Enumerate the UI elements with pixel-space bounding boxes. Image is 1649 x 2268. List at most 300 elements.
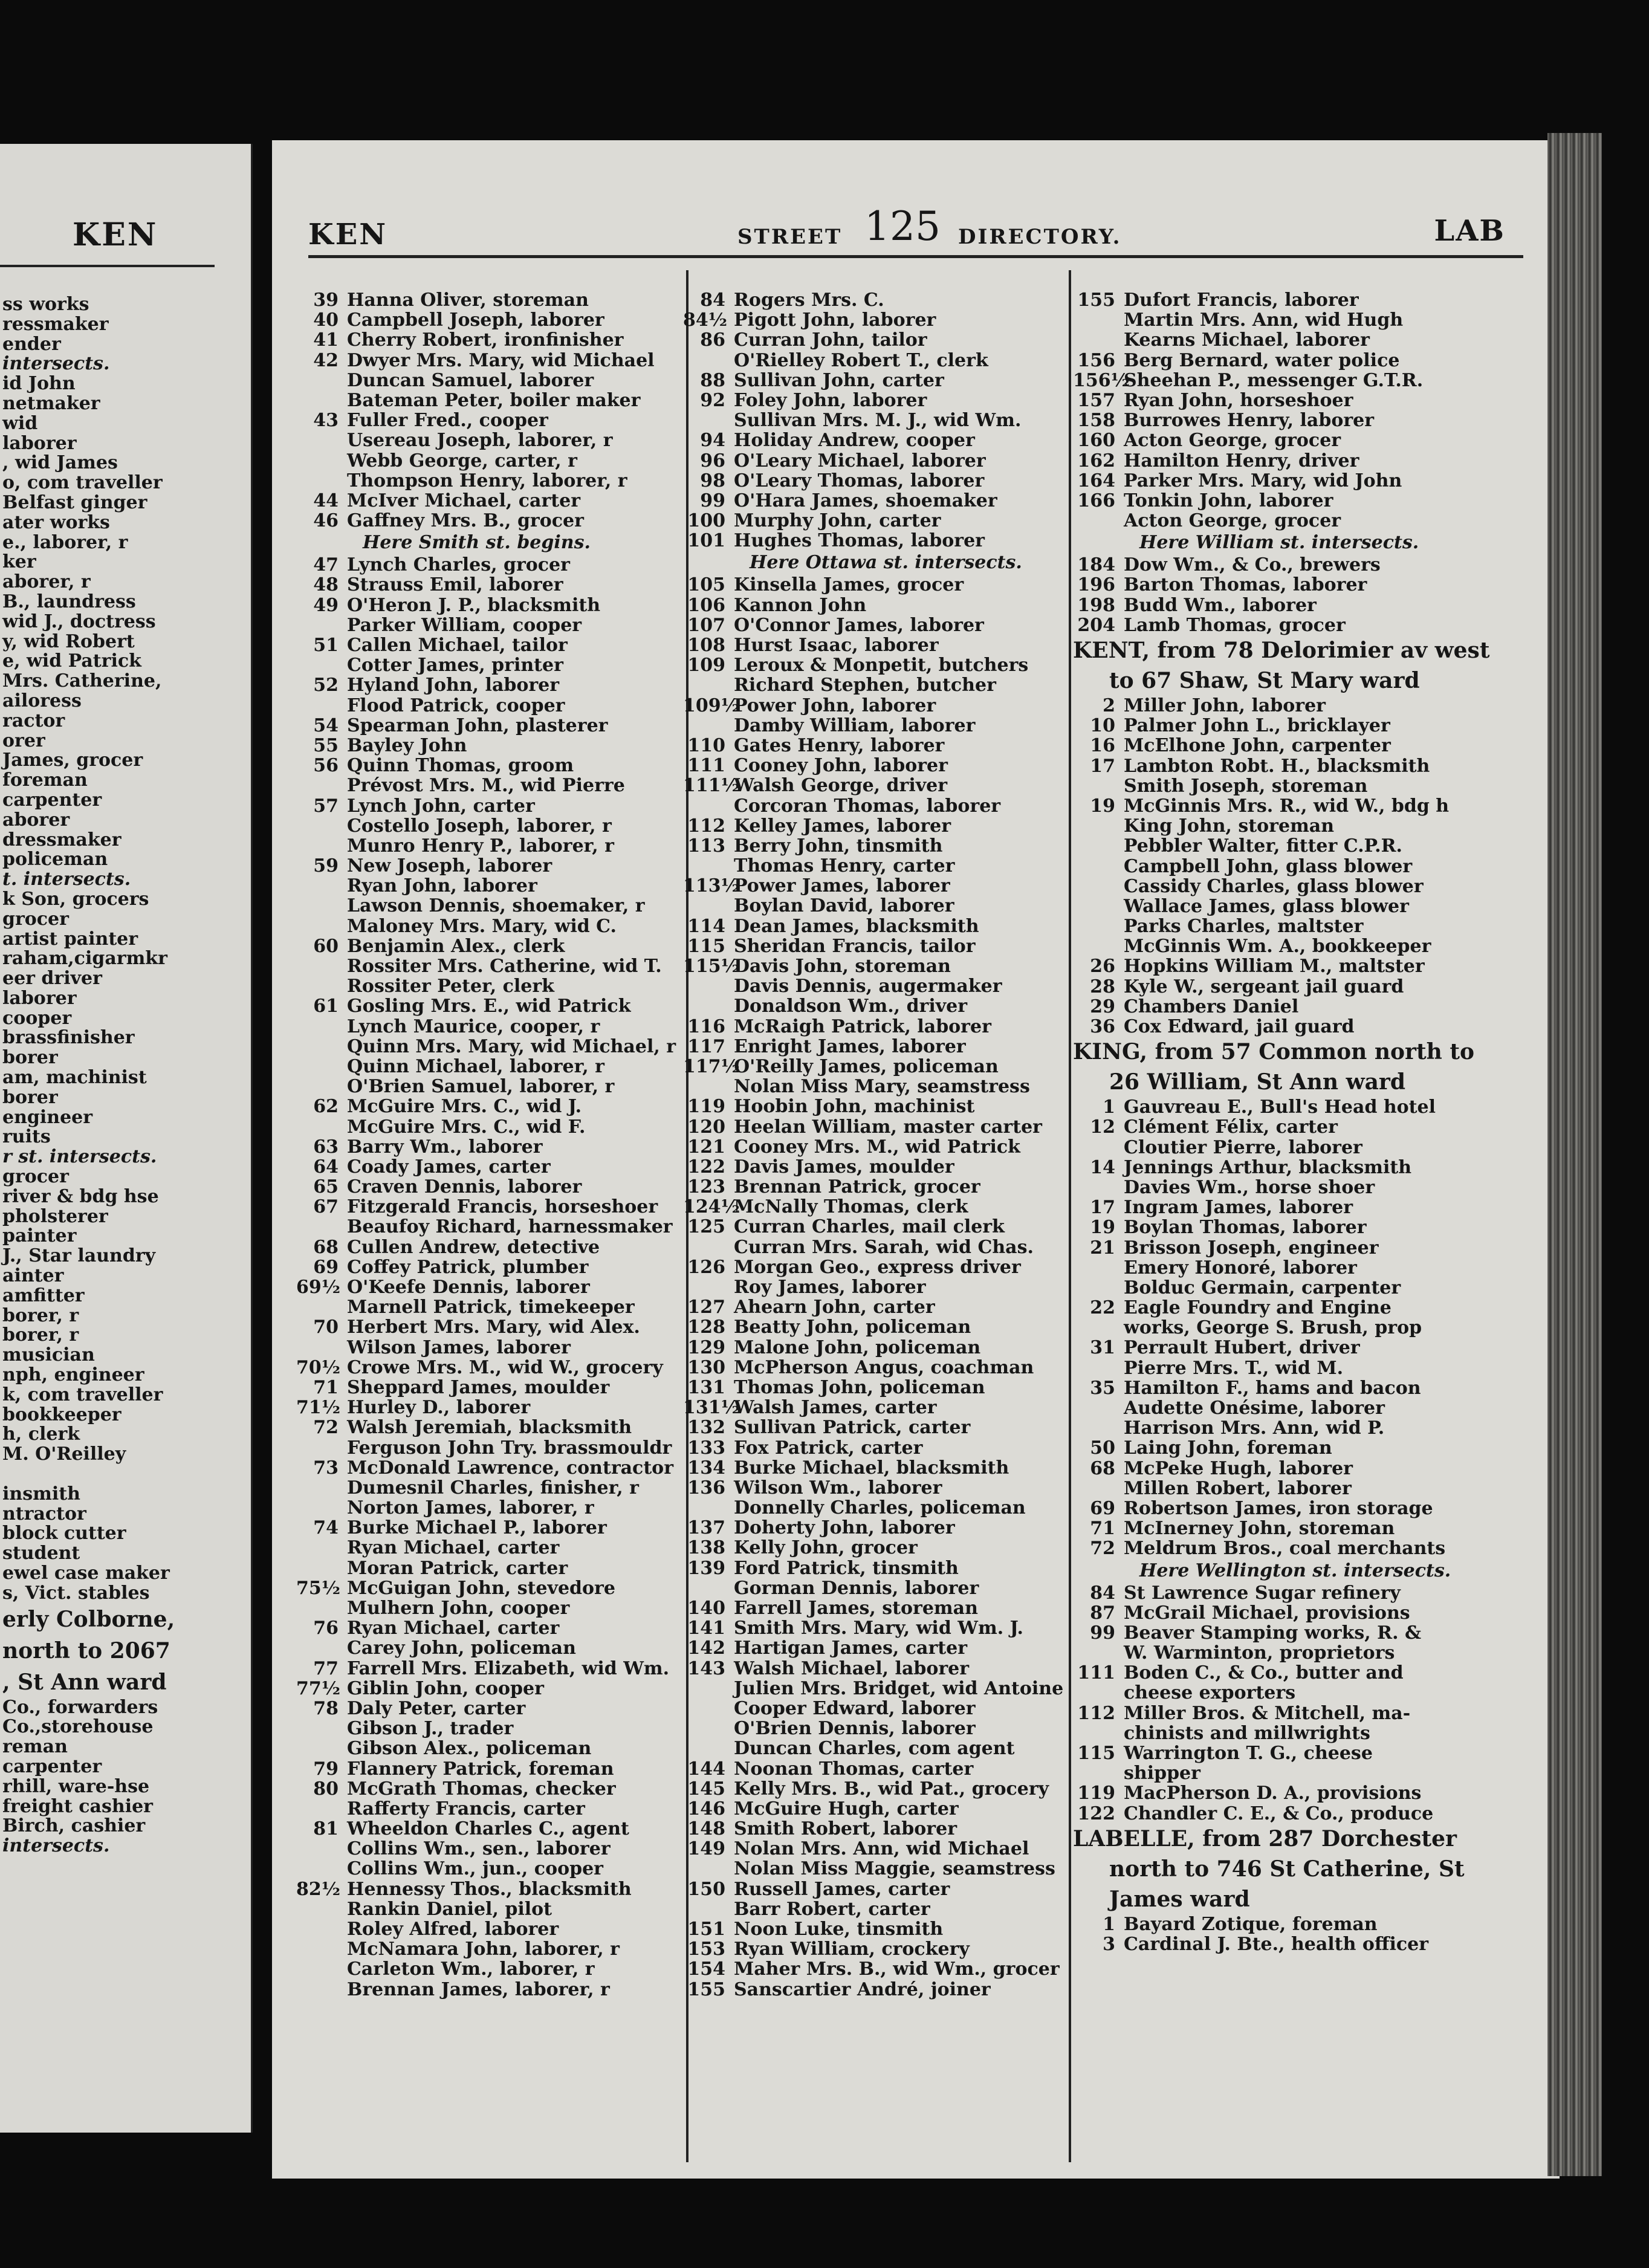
resident-name: cheese exporters xyxy=(1124,1682,1296,1704)
resident-name: Davies Wm., horse shoer xyxy=(1124,1176,1375,1198)
resident-name: Foley John, laborer xyxy=(734,389,927,411)
resident-name: McInerney John, storeman xyxy=(1124,1518,1395,1540)
resident-name: Beatty John, policeman xyxy=(734,1317,971,1338)
house-number: 100 xyxy=(687,510,725,532)
directory-entry xyxy=(296,511,683,531)
directory-entry xyxy=(683,1378,1070,1398)
resident-name: O'Hara James, shoemaker xyxy=(734,490,997,511)
house-number: 204 xyxy=(1077,614,1115,636)
resident-name: Burke Michael P., laborer xyxy=(347,1517,607,1539)
resident-name: Hamilton Henry, driver xyxy=(1124,450,1359,471)
resident-name: Coady James, carter xyxy=(347,1156,551,1178)
section-note: Here Smith st. begins. xyxy=(363,532,591,554)
resident-name: Power John, laborer xyxy=(734,695,936,716)
directory-entry xyxy=(296,816,683,836)
house-number: 130 xyxy=(687,1356,725,1378)
resident-name: Gibson J., trader xyxy=(347,1718,514,1740)
directory-entry xyxy=(296,1879,683,1899)
directory-entry xyxy=(683,1317,1070,1337)
house-number: 72 xyxy=(1090,1538,1115,1560)
directory-entry xyxy=(296,1037,683,1057)
directory-entry xyxy=(1073,1398,1520,1418)
resident-name: Lynch Maurice, cooper, r xyxy=(347,1016,600,1037)
directory-entry xyxy=(1073,1934,1520,1954)
resident-name: Murphy John, carter xyxy=(734,510,941,532)
house-number: 87 xyxy=(1090,1602,1115,1624)
resident-name: Bayard Zotique, foreman xyxy=(1124,1913,1378,1935)
directory-entry xyxy=(683,816,1070,836)
resident-name: Chambers Daniel xyxy=(1124,996,1299,1017)
resident-name: Quinn Michael, laborer, r xyxy=(347,1055,604,1077)
directory-entry xyxy=(1073,1479,1520,1498)
left-page-line: borer, r xyxy=(2,1304,79,1326)
directory-entry xyxy=(1073,696,1520,716)
resident-name: Sullivan Patrick, carter xyxy=(734,1417,971,1439)
resident-name: Ingram James, laborer xyxy=(1124,1197,1353,1219)
house-number: 36 xyxy=(1090,1016,1115,1037)
directory-entry xyxy=(1073,371,1520,390)
directory-entry xyxy=(683,675,1070,695)
directory-entry xyxy=(683,1358,1070,1378)
directory-entry xyxy=(683,756,1070,776)
directory-entry xyxy=(1073,1378,1520,1398)
resident-name: Harrison Mrs. Ann, wid P. xyxy=(1124,1418,1385,1439)
directory-entry xyxy=(683,1137,1070,1157)
resident-name: Marnell Patrick, timekeeper xyxy=(347,1297,635,1318)
house-number: 111 xyxy=(687,755,725,777)
directory-entry xyxy=(1073,1603,1520,1623)
street-heading: 26 William, St Ann ward xyxy=(1109,1069,1406,1095)
house-number: 54 xyxy=(313,714,339,736)
left-page-line: rhill, ware-hse xyxy=(2,1775,150,1797)
left-page-line: e, wid Patrick xyxy=(2,650,141,672)
directory-entry xyxy=(296,1077,683,1097)
resident-name: Collins Wm., jun., cooper xyxy=(347,1858,603,1880)
house-number: 156 xyxy=(1077,349,1115,371)
directory-entry xyxy=(683,1197,1070,1217)
resident-name: Crowe Mrs. M., wid W., grocery xyxy=(347,1356,663,1378)
house-number: 98 xyxy=(700,470,725,491)
directory-entry xyxy=(296,1819,683,1839)
directory-entry xyxy=(683,1077,1070,1097)
resident-name: McElhone John, carpenter xyxy=(1124,735,1391,757)
directory-entry xyxy=(683,1478,1070,1498)
resident-name: Burrowes Henry, laborer xyxy=(1124,410,1375,432)
house-number: 26 xyxy=(1090,956,1115,977)
directory-entry xyxy=(1073,1278,1520,1298)
directory-entry xyxy=(296,1237,683,1257)
house-number: 121 xyxy=(687,1136,725,1158)
left-page-line: ss works xyxy=(2,294,89,315)
left-page-line: ater works xyxy=(2,511,110,533)
resident-name: Palmer John L., bricklayer xyxy=(1124,715,1390,737)
left-page-line: raham,cigarmkr xyxy=(2,948,167,970)
resident-name: Callen Michael, tailor xyxy=(347,635,568,656)
directory-entry xyxy=(1073,1197,1520,1217)
resident-name: Flannery Patrick, foreman xyxy=(347,1758,614,1780)
house-number: 82½ xyxy=(296,1878,341,1900)
resident-name: Cooper Edward, laborer xyxy=(734,1697,976,1719)
house-number: 137 xyxy=(687,1517,725,1539)
house-number: 10 xyxy=(1090,715,1115,737)
directory-entry xyxy=(296,796,683,816)
directory-entry xyxy=(683,1117,1070,1137)
resident-name: Dean James, blacksmith xyxy=(734,915,979,937)
directory-entry xyxy=(296,736,683,756)
left-page-line: reman xyxy=(2,1736,68,1758)
directory-entry xyxy=(296,595,683,615)
resident-name: Berg Bernard, water police xyxy=(1124,349,1400,371)
directory-entry xyxy=(296,876,683,896)
house-number: 150 xyxy=(687,1878,725,1900)
resident-name: Ford Patrick, tinsmith xyxy=(734,1557,959,1579)
resident-name: Beaufoy Richard, harnessmaker xyxy=(347,1216,673,1238)
directory-entry xyxy=(296,451,683,471)
directory-entry xyxy=(1073,857,1520,876)
directory-entry xyxy=(683,1719,1070,1738)
directory-entry xyxy=(683,1679,1070,1699)
house-number: 56 xyxy=(313,755,339,777)
house-number: 122 xyxy=(687,1156,725,1178)
resident-name: Ryan Michael, carter xyxy=(347,1537,560,1559)
house-number: 76 xyxy=(313,1618,339,1639)
resident-name: Malone John, policeman xyxy=(734,1336,981,1358)
house-number: 81 xyxy=(313,1818,339,1840)
directory-entry xyxy=(683,1097,1070,1116)
street-heading: LABELLE, from 287 Dorchester xyxy=(1073,1826,1457,1852)
resident-name: Emery Honoré, laborer xyxy=(1124,1257,1357,1278)
resident-name: Heelan William, master carter xyxy=(734,1116,1042,1138)
house-number: 84 xyxy=(700,290,725,311)
house-number: 115½ xyxy=(683,956,740,977)
directory-entry xyxy=(296,856,683,876)
directory-entry xyxy=(296,956,683,976)
house-number: 153 xyxy=(687,1939,725,1960)
house-number: 151 xyxy=(687,1919,725,1940)
left-page-line: grocer xyxy=(2,908,69,930)
resident-name: Duncan Charles, com agent xyxy=(734,1738,1015,1760)
house-number: 75½ xyxy=(296,1577,341,1599)
directory-entry xyxy=(683,471,1070,491)
directory-entry xyxy=(296,1217,683,1237)
house-number: 17 xyxy=(1090,1197,1115,1219)
resident-name: O'Heron J. P., blacksmith xyxy=(347,594,601,616)
directory-entry xyxy=(296,1939,683,1959)
resident-name: McPeke Hugh, laborer xyxy=(1124,1457,1353,1479)
house-number: 112 xyxy=(1077,1702,1115,1724)
directory-entry xyxy=(1073,1643,1520,1663)
directory-entry xyxy=(1073,1158,1520,1178)
house-number: 113½ xyxy=(683,875,740,897)
directory-entry xyxy=(1073,351,1520,371)
resident-name: Carleton Wm., laborer, r xyxy=(347,1959,595,1980)
left-page-line: aborer, r xyxy=(2,571,91,593)
house-number: 84½ xyxy=(683,309,728,331)
directory-entry xyxy=(683,1939,1070,1959)
house-number: 115 xyxy=(687,935,725,957)
resident-name: Fuller Fred., cooper xyxy=(347,410,548,432)
directory-entry xyxy=(683,956,1070,976)
directory-entry xyxy=(296,575,683,595)
directory-entry xyxy=(683,1638,1070,1658)
house-number: 140 xyxy=(687,1598,725,1619)
house-number: 22 xyxy=(1090,1297,1115,1319)
directory-entry xyxy=(1073,471,1520,491)
directory-entry xyxy=(683,1919,1070,1939)
house-number: 19 xyxy=(1090,1217,1115,1239)
directory-entry xyxy=(296,1799,683,1819)
house-number: 125 xyxy=(687,1216,725,1238)
house-number: 62 xyxy=(313,1096,339,1118)
left-page-line: insmith xyxy=(2,1483,80,1505)
directory-entry xyxy=(1073,1583,1520,1603)
house-number: 117½ xyxy=(683,1055,740,1077)
resident-name: New Joseph, laborer xyxy=(347,855,552,877)
left-page-line: borer, r xyxy=(2,1324,79,1346)
resident-name: Budd Wm., laborer xyxy=(1124,594,1317,616)
directory-entry xyxy=(1073,956,1520,976)
resident-name: Parker Mrs. Mary, wid John xyxy=(1124,470,1402,491)
directory-entry xyxy=(683,430,1070,450)
directory-entry xyxy=(1073,1117,1520,1137)
resident-name: Moran Patrick, carter xyxy=(347,1557,568,1579)
directory-entry xyxy=(1073,310,1520,330)
directory-entry xyxy=(1073,816,1520,836)
resident-name: Enright James, laborer xyxy=(734,1035,966,1057)
directory-entry xyxy=(1073,936,1520,956)
left-page-line: aborer xyxy=(2,809,70,831)
left-page-line: borer xyxy=(2,1047,58,1069)
directory-entry xyxy=(296,1378,683,1398)
resident-name: Carey John, policeman xyxy=(347,1638,576,1659)
house-number: 40 xyxy=(313,309,339,331)
house-number: 1 xyxy=(1103,1913,1115,1935)
resident-name: Pebbler Walter, fitter C.P.R. xyxy=(1124,835,1402,857)
directory-entry xyxy=(683,1879,1070,1899)
directory-entry xyxy=(1073,330,1520,350)
resident-name: MacPherson D. A., provisions xyxy=(1124,1783,1422,1804)
resident-name: Hurley D., laborer xyxy=(347,1397,531,1419)
resident-name: Flood Patrick, cooper xyxy=(347,695,565,716)
resident-name: Wilson Wm., laborer xyxy=(734,1477,942,1498)
left-page-line: intersects. xyxy=(2,353,110,375)
resident-name: Donaldson Wm., driver xyxy=(734,996,968,1017)
resident-name: Kyle W., sergeant jail guard xyxy=(1124,976,1404,997)
directory-entry xyxy=(683,1558,1070,1578)
house-number: 3 xyxy=(1103,1933,1115,1955)
house-number: 60 xyxy=(313,935,339,957)
directory-entry xyxy=(296,1418,683,1437)
resident-name: Acton George, grocer xyxy=(1124,430,1341,452)
house-number: 47 xyxy=(313,554,339,576)
resident-name: Cassidy Charles, glass blower xyxy=(1124,875,1424,897)
left-page-line: ractor xyxy=(2,710,65,731)
resident-name: Mulhern John, cooper xyxy=(347,1598,570,1619)
resident-name: Kinsella James, grocer xyxy=(734,574,964,596)
resident-name: Cullen Andrew, detective xyxy=(347,1236,600,1258)
resident-name: Millen Robert, laborer xyxy=(1124,1477,1352,1499)
resident-name: Campbell Joseph, laborer xyxy=(347,309,604,331)
left-page-line: y, wid Robert xyxy=(2,630,135,652)
resident-name: Meldrum Bros., coal merchants xyxy=(1124,1538,1446,1560)
directory-entry xyxy=(683,1859,1070,1879)
resident-name: Dow Wm., & Co., brewers xyxy=(1124,554,1381,576)
left-page-line: s, Vict. stables xyxy=(2,1582,150,1604)
resident-name: Pigott John, laborer xyxy=(734,309,936,331)
house-number: 71 xyxy=(313,1376,339,1398)
resident-name: Cox Edward, jail guard xyxy=(1124,1016,1355,1037)
directory-entry xyxy=(296,655,683,675)
directory-entry xyxy=(296,1558,683,1578)
resident-name: Bateman Peter, boiler maker xyxy=(347,389,641,411)
resident-name: Holiday Andrew, cooper xyxy=(734,430,975,452)
directory-entry xyxy=(296,696,683,716)
resident-name: McGuire Hugh, carter xyxy=(734,1798,959,1819)
left-page-line: painter xyxy=(2,1225,77,1247)
directory-entry xyxy=(683,1297,1070,1317)
left-page-line xyxy=(2,1465,253,1485)
resident-name: Richard Stephen, butcher xyxy=(734,675,996,696)
resident-name: McGrail Michael, provisions xyxy=(1124,1602,1410,1624)
house-number: 84 xyxy=(1090,1582,1115,1604)
house-number: 50 xyxy=(1090,1437,1115,1459)
house-number: 146 xyxy=(687,1798,725,1819)
house-number: 69½ xyxy=(296,1277,341,1298)
directory-entry xyxy=(296,430,683,450)
directory-entry xyxy=(296,1277,683,1297)
directory-entry xyxy=(683,696,1070,716)
left-page-line: eer driver xyxy=(2,968,102,990)
directory-entry xyxy=(683,1538,1070,1558)
resident-name: Farrell Mrs. Elizabeth, wid Wm. xyxy=(347,1657,670,1679)
resident-name: Barry Wm., laborer xyxy=(347,1136,543,1158)
resident-name: Rafferty Francis, carter xyxy=(347,1798,585,1819)
resident-name: Julien Mrs. Bridget, wid Antoine xyxy=(734,1677,1064,1699)
resident-name: Fox Patrick, carter xyxy=(734,1437,923,1459)
house-number: 143 xyxy=(687,1657,725,1679)
resident-name: Gauvreau E., Bull's Head hotel xyxy=(1124,1097,1436,1118)
directory-entry xyxy=(1073,1743,1520,1763)
house-number: 86 xyxy=(700,329,725,351)
resident-name: O'Brien Samuel, laborer, r xyxy=(347,1076,615,1098)
resident-name: Miller Bros. & Mitchell, ma- xyxy=(1124,1702,1411,1724)
resident-name: McPherson Angus, coachman xyxy=(734,1356,1034,1378)
directory-entry xyxy=(1073,1438,1520,1458)
resident-name: Fitzgerald Francis, horseshoer xyxy=(347,1196,658,1218)
resident-name: McGinnis Mrs. R., wid W., bdg h xyxy=(1124,795,1450,817)
directory-entry xyxy=(683,330,1070,350)
house-number: 119 xyxy=(1077,1783,1115,1804)
house-number: 198 xyxy=(1077,594,1115,616)
directory-entry xyxy=(683,1659,1070,1679)
resident-name: Nolan Miss Mary, seamstress xyxy=(734,1076,1030,1098)
directory-entry xyxy=(683,1237,1070,1257)
resident-name: Quinn Mrs. Mary, wid Michael, r xyxy=(347,1035,676,1057)
resident-name: Benjamin Alex., clerk xyxy=(347,935,565,957)
left-page-line: carpenter xyxy=(2,789,102,811)
house-number: 127 xyxy=(687,1297,725,1318)
resident-name: Berry John, tinsmith xyxy=(734,835,943,857)
house-number: 154 xyxy=(687,1959,725,1980)
house-number: 70½ xyxy=(296,1356,341,1378)
page-edges xyxy=(1547,133,1602,2176)
resident-name: O'Keefe Dennis, laborer xyxy=(347,1277,590,1298)
house-number: 113 xyxy=(687,835,725,857)
resident-name: Lambton Robt. H., blacksmith xyxy=(1124,755,1430,777)
directory-entry xyxy=(683,1498,1070,1518)
house-number: 149 xyxy=(687,1838,725,1860)
resident-name: Russell James, carter xyxy=(734,1878,950,1900)
house-number: 108 xyxy=(687,635,725,656)
directory-entry xyxy=(296,1598,683,1618)
directory-entry xyxy=(683,575,1070,595)
directory-entry xyxy=(1073,615,1520,635)
street-heading: KENT, from 78 Delorimier av west xyxy=(1073,638,1490,663)
resident-name: Rossiter Peter, clerk xyxy=(347,976,554,997)
house-number: 29 xyxy=(1090,996,1115,1017)
directory-entry xyxy=(683,351,1070,371)
resident-name: Usereau Joseph, laborer, r xyxy=(347,430,613,452)
house-number: 139 xyxy=(687,1557,725,1579)
directory-entry xyxy=(683,836,1070,856)
left-page-line: wid xyxy=(2,412,38,434)
left-page-text xyxy=(2,295,253,1856)
directory-entry xyxy=(296,1057,683,1077)
directory-entry xyxy=(296,776,683,795)
directory-entry xyxy=(1073,1783,1520,1803)
section-note: Here Ottawa st. intersects. xyxy=(750,552,1022,574)
resident-name: St Lawrence Sugar refinery xyxy=(1124,1582,1401,1604)
resident-name: Walsh Michael, laborer xyxy=(734,1657,970,1679)
resident-name: Hurst Isaac, laborer xyxy=(734,635,939,656)
directory-entry xyxy=(1073,756,1520,776)
directory-entry xyxy=(296,916,683,936)
resident-name: Curran Mrs. Sarah, wid Chas. xyxy=(734,1236,1034,1258)
left-page-line: Co., forwarders xyxy=(2,1696,158,1718)
directory-entry xyxy=(1073,977,1520,997)
house-number: 78 xyxy=(313,1697,339,1719)
house-number: 19 xyxy=(1090,795,1115,817)
resident-name: Rogers Mrs. C. xyxy=(734,290,884,311)
house-number: 114 xyxy=(687,915,725,937)
house-number: 46 xyxy=(313,510,339,532)
resident-name: Strauss Emil, laborer xyxy=(347,574,563,596)
resident-name: Brisson Joseph, engineer xyxy=(1124,1237,1379,1259)
directory-entry xyxy=(683,1277,1070,1297)
resident-name: shipper xyxy=(1124,1763,1200,1784)
resident-name: Sheehan P., messenger G.T.R. xyxy=(1124,369,1424,391)
directory-entry xyxy=(296,1659,683,1679)
resident-name: Hanna Oliver, storeman xyxy=(347,290,589,311)
directory-entry xyxy=(296,410,683,430)
left-page-line: k, com traveller xyxy=(2,1384,163,1405)
directory-entry xyxy=(296,1679,683,1699)
resident-name: Dumesnil Charles, finisher, r xyxy=(347,1477,639,1498)
directory-entry xyxy=(1073,595,1520,615)
resident-name: Quinn Thomas, groom xyxy=(347,755,574,777)
directory-entry xyxy=(683,1899,1070,1919)
left-page-line: brassfinisher xyxy=(2,1027,135,1049)
resident-name: Damby William, laborer xyxy=(734,714,976,736)
resident-name: Craven Dennis, laborer xyxy=(347,1176,582,1198)
directory-entry xyxy=(683,655,1070,675)
house-number: 35 xyxy=(1090,1377,1115,1399)
directory-entry xyxy=(296,716,683,736)
house-number: 134 xyxy=(687,1457,725,1479)
house-number: 124½ xyxy=(683,1196,740,1218)
directory-entry xyxy=(683,1618,1070,1638)
directory-page xyxy=(272,140,1560,2179)
